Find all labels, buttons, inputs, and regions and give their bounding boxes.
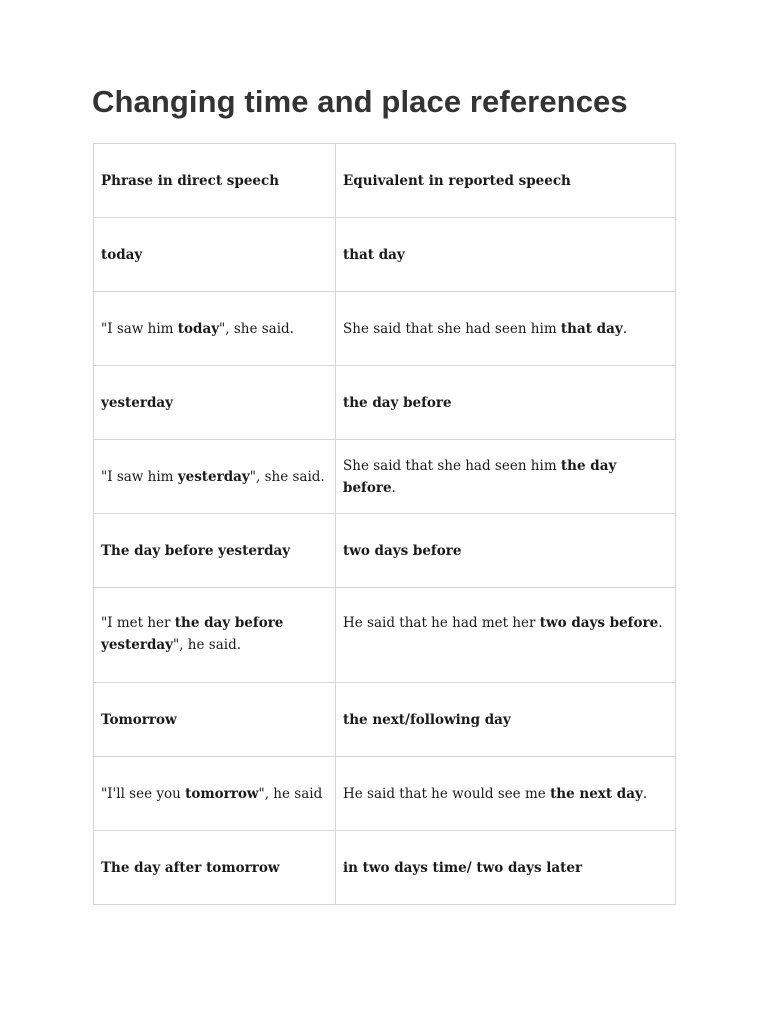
- cell-text: "I saw him: [101, 320, 178, 337]
- reference-table: [93, 143, 676, 905]
- cell-text: He said that he had met her: [343, 615, 540, 631]
- table-header-row: [94, 144, 676, 218]
- direct-speech-cell: [94, 440, 336, 514]
- direct-speech-cell: [94, 366, 336, 440]
- cell-text: .: [622, 320, 627, 337]
- cell-text: ", he said: [258, 785, 323, 802]
- emphasized-text: The day after tomorrow: [101, 859, 280, 876]
- emphasized-text: the next day: [550, 785, 643, 802]
- table-row: [94, 588, 676, 683]
- emphasized-text: the day before: [343, 457, 617, 496]
- emphasized-text: today: [177, 320, 220, 337]
- table-row: [94, 218, 676, 292]
- table-row: [94, 366, 676, 440]
- emphasized-text: that day: [343, 246, 405, 263]
- reference-table-body: [94, 144, 676, 905]
- cell-text: .: [658, 615, 663, 631]
- table-row: [94, 440, 676, 514]
- reported-speech-cell: [336, 440, 676, 514]
- cell-text: ", she said.: [249, 468, 325, 485]
- reported-speech-cell: [336, 292, 676, 366]
- table-row: [94, 831, 676, 905]
- direct-speech-cell: [94, 218, 336, 292]
- emphasized-text: the next/following day: [343, 711, 511, 728]
- table-row: [94, 292, 676, 366]
- emphasized-text: yesterday: [101, 394, 174, 411]
- reported-speech-cell: [336, 366, 676, 440]
- reported-speech-cell: [336, 757, 676, 831]
- emphasized-text: in two days time/ two days later: [343, 859, 583, 876]
- cell-text: He said that he would see me: [343, 785, 551, 802]
- cell-text: .: [391, 479, 396, 496]
- page-title: Changing time and place references: [92, 84, 628, 119]
- emphasized-text: yesterday: [177, 468, 250, 485]
- header-cell-direct-speech: Phrase in direct speech: [94, 144, 336, 218]
- emphasized-text: the day before yesterday: [101, 615, 284, 653]
- table-row: [94, 757, 676, 831]
- cell-text: "I saw him: [101, 468, 178, 485]
- reported-speech-cell: [336, 588, 676, 683]
- cell-text: ", he said.: [173, 637, 242, 653]
- reported-speech-cell: [336, 218, 676, 292]
- direct-speech-cell: [94, 514, 336, 588]
- header-cell-reported-speech: Equivalent in reported speech: [336, 144, 676, 218]
- emphasized-text: today: [101, 246, 143, 263]
- direct-speech-cell: [94, 683, 336, 757]
- direct-speech-cell: [94, 757, 336, 831]
- cell-text: ", she said.: [219, 320, 294, 337]
- emphasized-text: the day before: [343, 394, 452, 411]
- emphasized-text: Tomorrow: [101, 711, 177, 728]
- emphasized-text: The day before yesterday: [101, 542, 291, 559]
- table-row: [94, 514, 676, 588]
- reported-speech-cell: [336, 831, 676, 905]
- direct-speech-cell: [94, 831, 336, 905]
- cell-text: "I met her: [101, 615, 175, 631]
- emphasized-text: two days before: [343, 542, 462, 559]
- direct-speech-cell: [94, 292, 336, 366]
- emphasized-text: that day: [560, 320, 623, 337]
- cell-text: .: [642, 785, 648, 802]
- cell-text: "I'll see you: [101, 785, 186, 802]
- direct-speech-cell: [94, 588, 336, 683]
- cell-text: She said that she had seen him: [343, 457, 561, 474]
- reported-speech-cell: [336, 683, 676, 757]
- emphasized-text: tomorrow: [185, 785, 259, 802]
- emphasized-text: two days before: [539, 615, 659, 631]
- table-row: [94, 683, 676, 757]
- reported-speech-cell: [336, 514, 676, 588]
- cell-text: She said that she had seen him: [343, 320, 561, 337]
